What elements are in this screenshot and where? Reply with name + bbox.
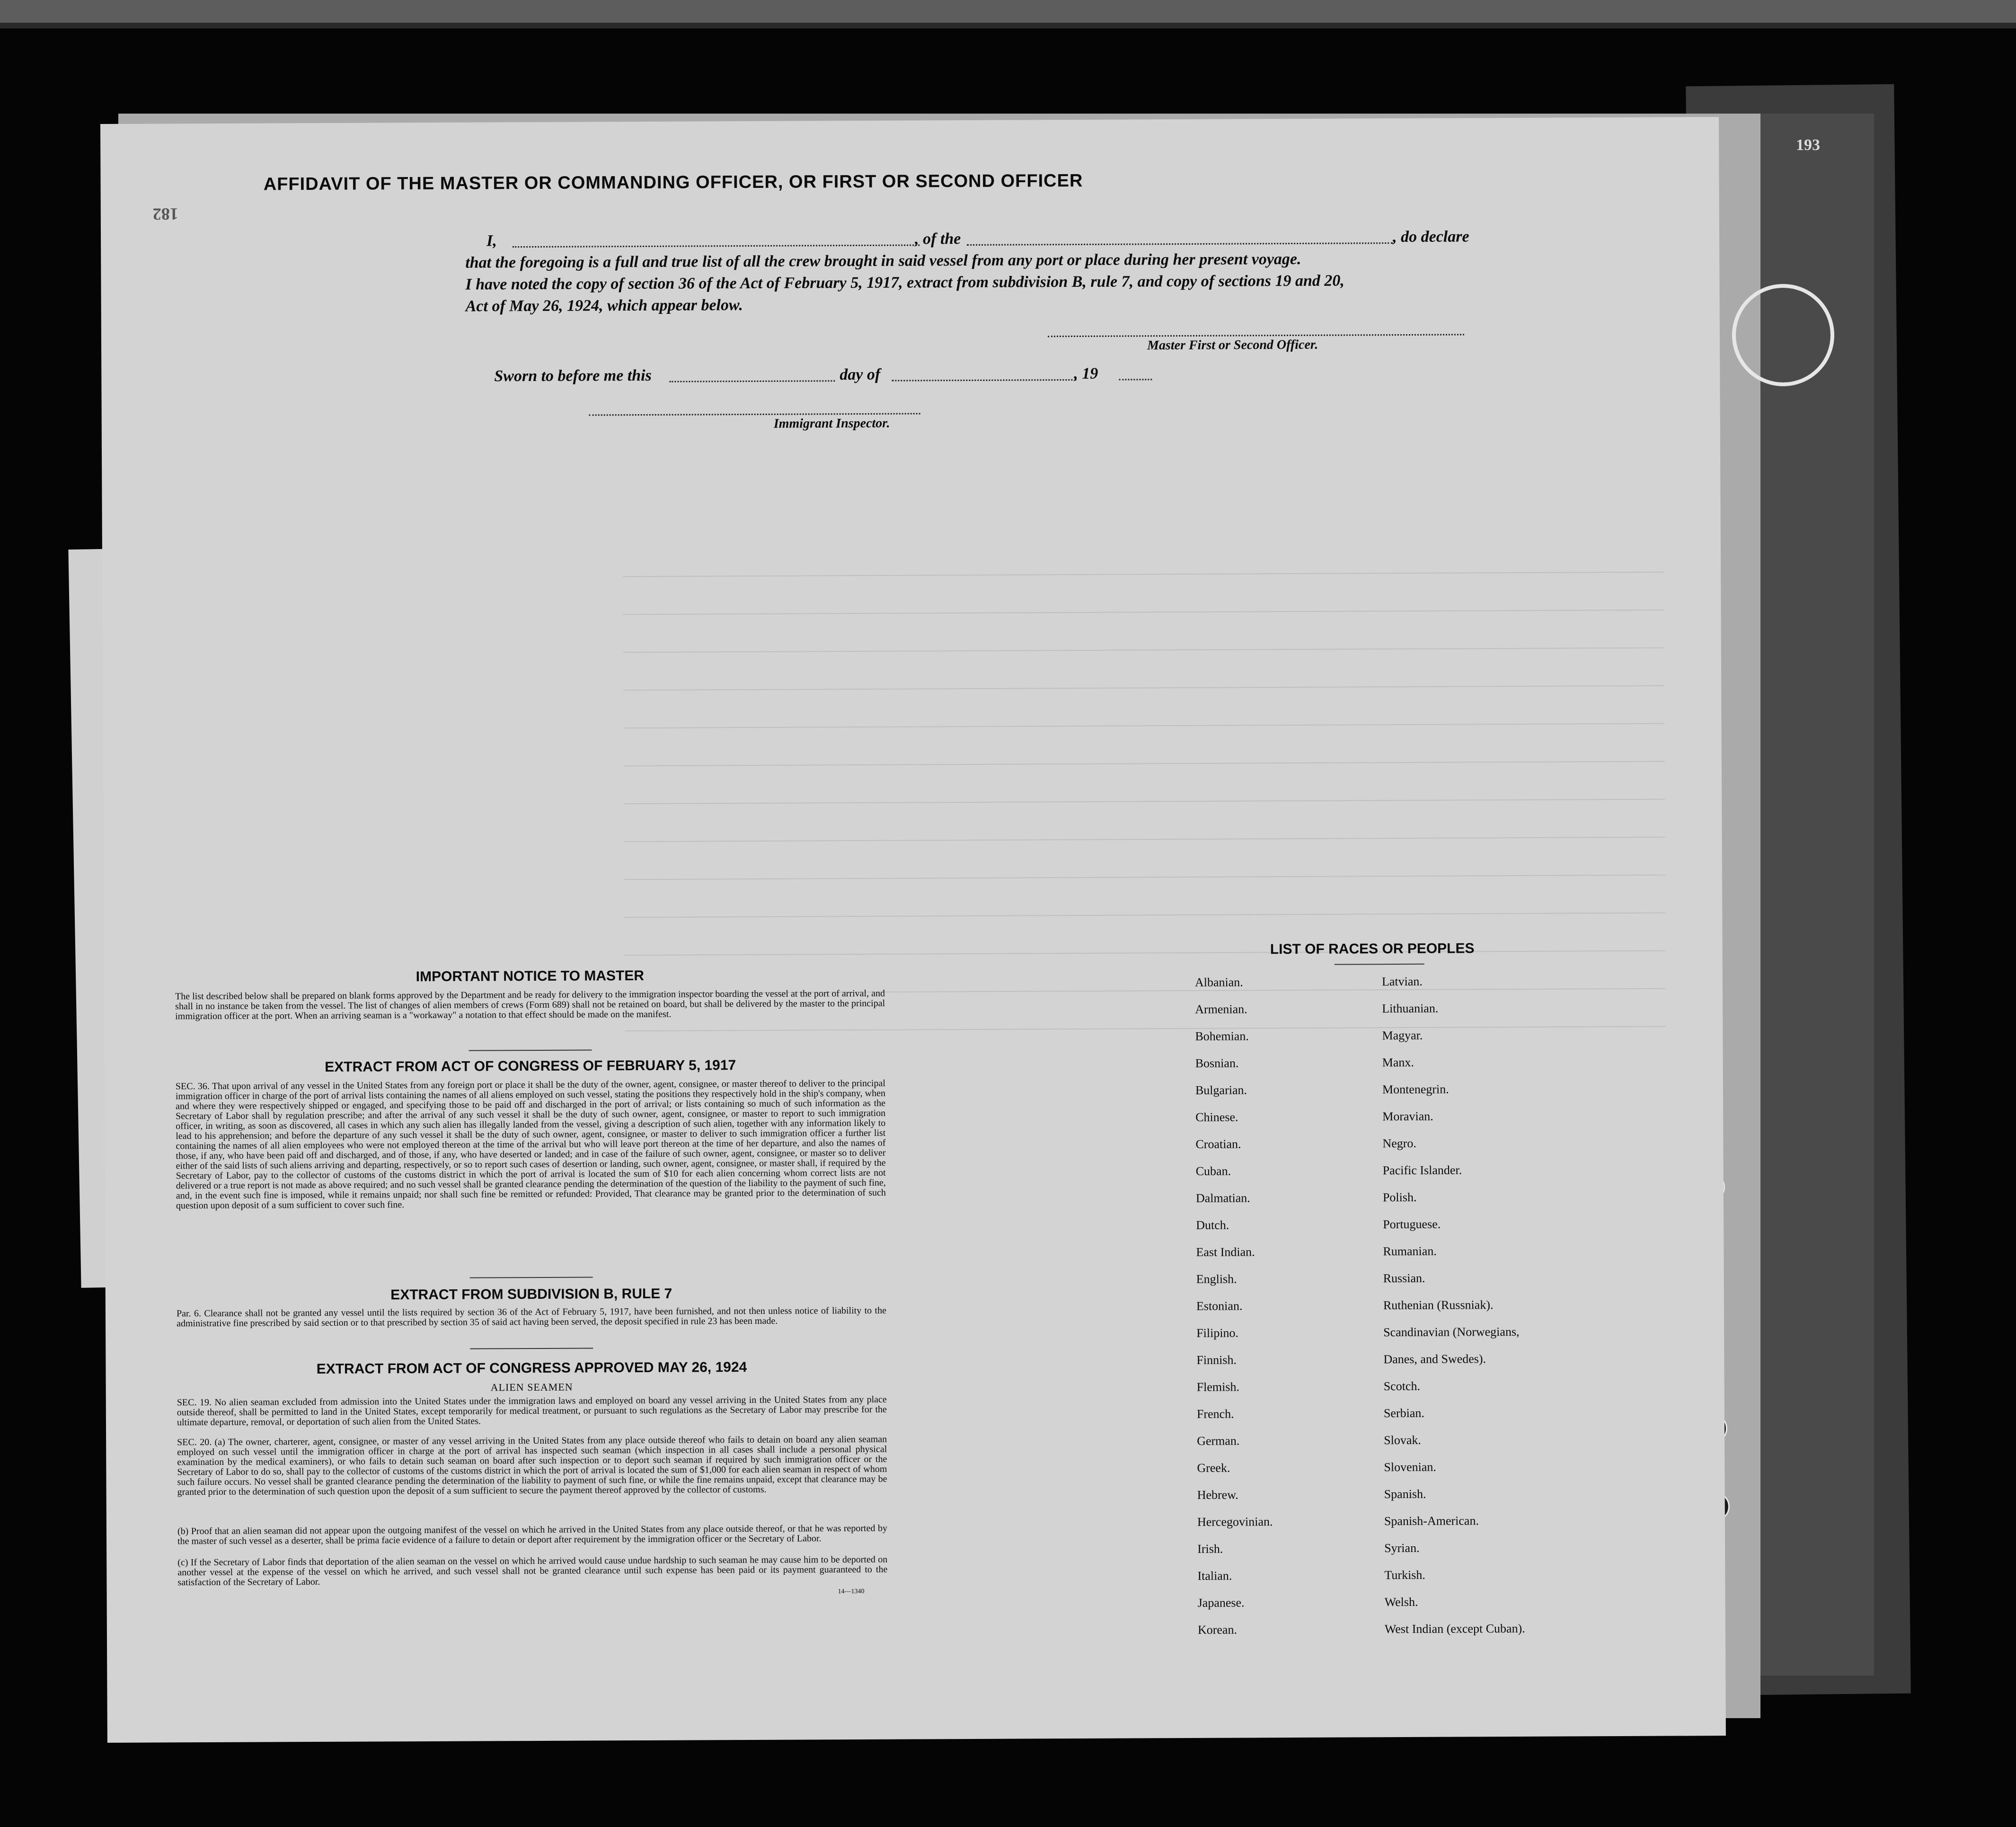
divider [469, 1049, 592, 1051]
inspector-caption: Immigrant Inspector. [773, 416, 890, 431]
sworn-date-blank [669, 380, 835, 382]
race-item: Moravian. [1382, 1109, 1433, 1124]
bleed-through-row [624, 837, 1665, 843]
vessel-blank [967, 242, 1393, 246]
race-item: Bohemian. [1195, 1029, 1249, 1043]
bleed-through-row [623, 610, 1664, 615]
race-item: Spanish. [1384, 1487, 1426, 1501]
bleed-through-row [624, 761, 1665, 767]
bleed-through-row [623, 572, 1664, 577]
sec-19-text: SEC. 19. No alien seaman excluded from admission into the United States under the immigration laws and employed on board any vessel arriving in the United States from any place outside thereof, shall be permitted to land in the United States, except temporarily for medical treatment, or pursuant to such regulations as the Secretary of Labor may prescribe for the ultimate departure, removal, or deportation of such alien from the United States. [177, 1394, 887, 1428]
bleed-through-row [624, 875, 1665, 880]
race-item: Polish. [1382, 1190, 1417, 1205]
race-item: Lithuanian. [1382, 1001, 1439, 1016]
sworn-year: , 19 [1074, 364, 1098, 383]
race-item: Turkish. [1384, 1568, 1425, 1582]
race-item: Serbian. [1383, 1406, 1424, 1420]
race-item: Negro. [1382, 1136, 1416, 1151]
races-column-2 [1382, 967, 1525, 1642]
divider [470, 1277, 593, 1278]
divider [470, 1348, 593, 1349]
document-page [100, 117, 1726, 1743]
race-item: East Indian. [1196, 1245, 1255, 1259]
race-item: Welsh. [1384, 1595, 1418, 1609]
signature-blank [1048, 334, 1464, 337]
sec-20c-text: (c) If the Secretary of Labor finds that deportation of the alien seaman on the vessel on which he arrived would cause undue hardship to such seaman he may cause him to be deported on another vessel at the expense of the vessel on which he arrived, and such vessel shall not be granted clearance until such expense has been paid or its payment guaranteed to the satisfaction of the Secretary of Labor. [177, 1554, 888, 1588]
races-title: LIST OF RACES OR PEOPLES [1270, 940, 1475, 958]
extract-1924-title: EXTRACT FROM ACT OF CONGRESS APPROVED MAY 26, 1924 [316, 1359, 747, 1377]
handwritten-circle [1732, 284, 1834, 386]
affidavit-line-2: that the foregoing is a full and true list of all the crew brought in said vessel from any port or place during her present voyage. [465, 250, 1301, 272]
race-item: Russian. [1383, 1271, 1425, 1286]
race-item: Ruthenian (Russniak). [1383, 1298, 1494, 1313]
bleed-through-row [624, 799, 1665, 805]
extract-rule7-title: EXTRACT FROM SUBDIVISION B, RULE 7 [390, 1286, 672, 1303]
affidavit-title: AFFIDAVIT OF THE MASTER OR COMMANDING OFFICER, OR FIRST OR SECOND OFFICER [263, 170, 1083, 195]
race-item: French. [1196, 1407, 1234, 1421]
race-item: Slovak. [1384, 1433, 1421, 1447]
sec-20b-text: (b) Proof that an alien seaman did not appear upon the outgoing manifest of the vessel on which he arrived in the United States from any place outside thereof, or that he was reported by the master of such vessel as a deserter, shall be prima facie evidence of a failure to detain or deport after requirement by the immigration officer or the Secretary of Labor. [177, 1523, 888, 1547]
race-item: Croatian. [1195, 1137, 1241, 1151]
extract-1917-text: SEC. 36. That upon arrival of any vessel in the United States from any foreign port or place it shall be the duty of the owner, agent, consignee, or master thereof to deliver to the principal immigration officer in charge of the port of arrival lists containing the names of all aliens employed on such vessel, stating the positions they respectively hold in the ship's company, when and where they were respectively shipped or engaged, and specifying those to be paid off and discharged in the port of arrival; or lists containing so much of such information as the Secretary of Labor shall by regulation prescribe; and after the arrival of any such vessel it shall be the duty of such owner, agent, consignee, or master to report to such immigration officer, in writing, as soon as discovered, all cases in which any such alien has illegally landed from the vessel, giving a description of such alien, together with any information likely to lead to his apprehension; and before the departure of any such vessel it shall be the duty of such owner, agent, consignee, or master to deliver to such immigration officer a further list containing the names of all alien employees who were not employed thereon at the time of the arrival but who will leave port thereon at the time of her departure, and also the names of those, if any, who have been paid off and discharged, and of those, if any, who have deserted or landed; and in case of the failure of such owner, agent, consignee, or master so to deliver either of the said lists of such aliens arriving and departing, respectively, or so to report such cases of desertion or landing, such owner, agent, consignee, or master shall, if required by the Secretary of Labor, pay to the collector of customs of the customs district in which the port of arrival is located the sum of $10 for each alien concerning whom correct lists are not delivered or a true report is not made as above required; and no such vessel shall be granted clearance pending the determination of the question of the liability to the payment of such fine, and, in the event such fine is imposed, while it remains unpaid; nor shall such fine be remitted or refunded: Provided, That clearance may be granted prior to the determination of such question upon deposit of a sum sufficient to cover such fine. [175, 1078, 886, 1211]
race-item: German. [1197, 1434, 1240, 1448]
race-item: Irish. [1197, 1542, 1223, 1556]
race-item: Armenian. [1195, 1002, 1247, 1016]
alien-seamen-subtitle: ALIEN SEAMEN [490, 1381, 573, 1393]
race-item: Magyar. [1382, 1028, 1423, 1043]
race-item: Montenegrin. [1382, 1082, 1449, 1097]
scanner-top-shadow [0, 23, 2016, 28]
race-item: Syrian. [1384, 1541, 1420, 1555]
name-blank [513, 244, 920, 248]
race-item: Dutch. [1196, 1218, 1229, 1232]
race-item: Estonian. [1196, 1299, 1243, 1313]
form-number: 14—1340 [838, 1588, 865, 1596]
race-item: Slovenian. [1384, 1460, 1436, 1474]
race-item: Cuban. [1195, 1164, 1231, 1178]
bleed-through-row [624, 723, 1665, 729]
inspector-blank [589, 413, 920, 416]
notice-text: The list described below shall be prepared on blank forms approved by the Department and be ready for delivery to the immigration inspector boarding the vessel at the port of arrival, and shall in no instance be taken from the vessel. The list of changes of alien members of crews (Form 689) shall not be retained on board, but shall be delivered by the master to the principal immigration officer at the port. When an arriving seaman is a "workaway" a notation to that effect should be made on the manifest. [175, 988, 885, 1022]
race-item: Scandinavian (Norwegians, Danes, and Swedes). [1383, 1324, 1520, 1366]
race-item: West Indian (except Cuban). [1384, 1621, 1525, 1636]
race-item: Flemish. [1196, 1380, 1240, 1394]
race-item: Greek. [1197, 1461, 1230, 1475]
race-item: Portuguese. [1383, 1217, 1441, 1232]
race-item: Finnish. [1196, 1353, 1237, 1367]
extract-1917-title: EXTRACT FROM ACT OF CONGRESS OF FEBRUARY 5, 1917 [325, 1057, 736, 1075]
signature-caption: Master First or Second Officer. [1147, 337, 1318, 353]
sworn-prefix: Sworn to before me this [494, 366, 652, 385]
race-item: Albanian. [1194, 975, 1243, 989]
race-item: Spanish-American. [1384, 1514, 1479, 1528]
race-item: Bosnian. [1195, 1056, 1239, 1070]
race-item: Korean. [1197, 1623, 1237, 1637]
sworn-year-blank [1119, 379, 1152, 380]
race-item: Manx. [1382, 1055, 1414, 1070]
affidavit-line-3: I have noted the copy of section 36 of the Act of February 5, 1917, extract from subdivision B, rule 7, and copy of sections 19 and 20, [465, 272, 1344, 293]
races-column-1 [1195, 968, 1273, 1643]
race-item: Latvian. [1381, 974, 1423, 989]
declare-of-the: , of the [914, 230, 961, 248]
scanner-top-band [0, 0, 2016, 23]
notice-title: IMPORTANT NOTICE TO MASTER [416, 968, 645, 985]
divider [1335, 964, 1424, 965]
race-item: English. [1196, 1272, 1237, 1286]
race-item: Filipino. [1196, 1326, 1239, 1340]
race-item: Scotch. [1383, 1379, 1420, 1393]
race-item: Rumanian. [1383, 1244, 1437, 1259]
race-item: Dalmatian. [1195, 1191, 1250, 1205]
corner-number: 182 [152, 204, 178, 224]
race-item: Chinese. [1195, 1110, 1238, 1124]
race-item: Hebrew. [1197, 1488, 1238, 1502]
race-item: Pacific Islander. [1382, 1163, 1462, 1178]
race-item: Hercegovinian. [1197, 1515, 1273, 1529]
extract-rule7-text: Par. 6. Clearance shall not be granted any vessel until the lists required by section 36 of the Act of February 5, 1917, have been furnished, and not then unless notice of liability to the administrative fine prescribed by said section or to that prescribed by section 35 of said act having been served, the deposit specified in rule 23 has been made. [176, 1305, 887, 1329]
race-item: Japanese. [1197, 1596, 1245, 1610]
sec-20a-text: SEC. 20. (a) The owner, charterer, agent, consignee, or master of any vessel arriving in the United States from any place outside thereof who fails to detain on board any alien seaman employed on such vessel until the immigration officer in charge at the port of arrival has inspected such seaman (which inspection in all cases shall include a personal physical examination by the medical examiners), or who fails to detain such seaman on board after such inspection or to deport such seaman if required by such immigration officer or the Secretary of Labor to do so, shall pay to the collector of customs of the customs district in which the port of arrival is located the sum of $1,000 for each alien seaman in respect of whom such failure occurs. No vessel shall be granted clearance pending the determination of the liability to payment of such fine, or while the fine remains unpaid, except that clearance may be granted prior to the determination of such question upon the deposit of a sum sufficient to secure the payment thereof approved by the collector of customs. [177, 1434, 887, 1498]
sworn-month-blank [892, 379, 1076, 381]
bleed-through-row [623, 685, 1664, 691]
sworn-day-of: day of [840, 365, 881, 384]
declare-i: I, [486, 232, 497, 250]
race-item: Italian. [1197, 1569, 1232, 1583]
affidavit-line-4: Act of May 26, 1924, which appear below. [465, 296, 743, 315]
bleed-through-row [623, 647, 1664, 653]
bleed-through-row [624, 913, 1665, 918]
declare-end: , do declare [1392, 228, 1469, 246]
page-number-stamp: 193 [1796, 136, 1820, 154]
race-item: Bulgarian. [1195, 1083, 1247, 1097]
